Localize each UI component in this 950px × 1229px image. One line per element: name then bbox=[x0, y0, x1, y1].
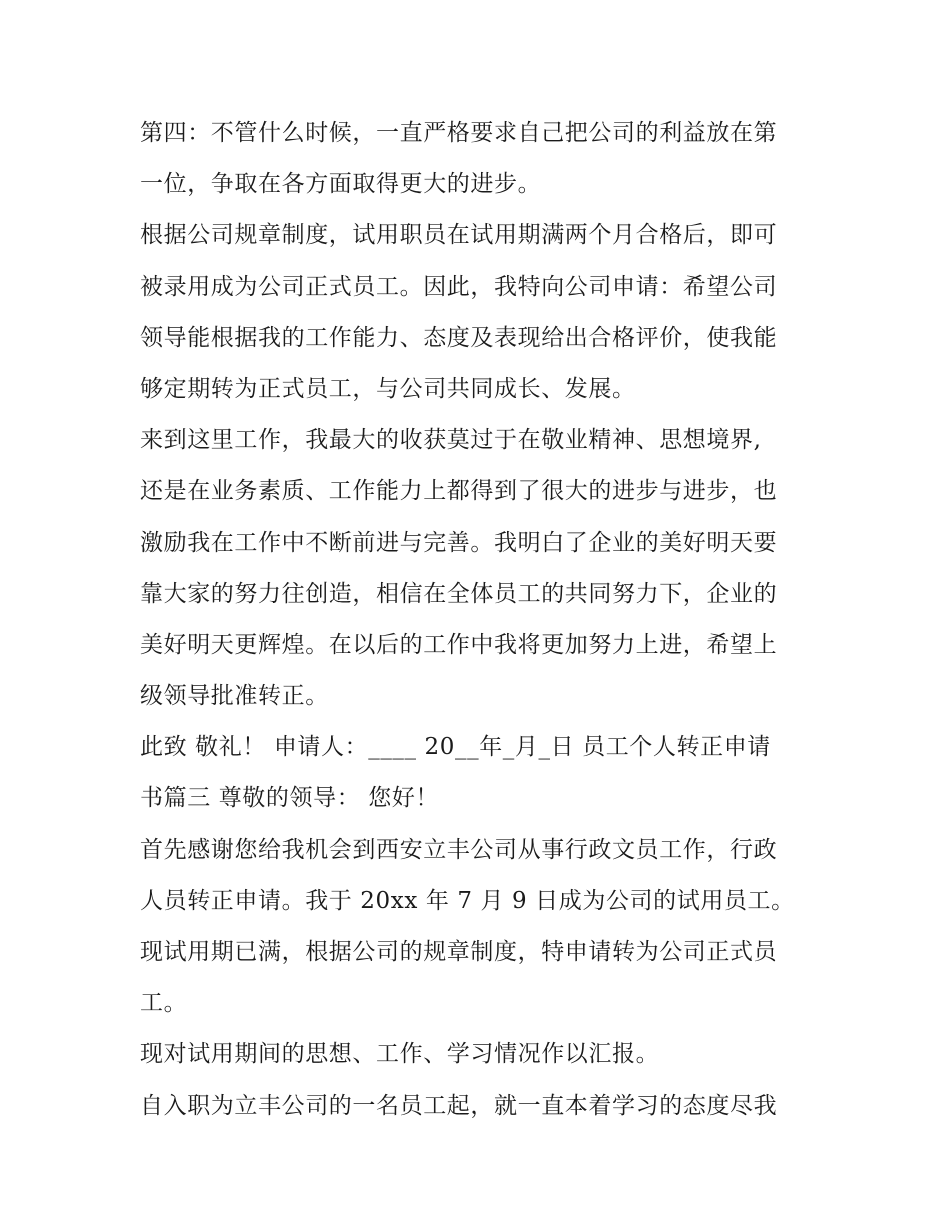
document-body bbox=[140, 108, 830, 1132]
text-line: 领导能根据我的工作能力、态度及表现给出合格评价，使我能 bbox=[140, 324, 778, 351]
text-line: 够定期转为正式员工，与公司共同成长、发展。 bbox=[140, 375, 636, 402]
text-line: 此致 敬礼！ 申请人：____ 20__年_月_日 员工个人转正申请 bbox=[140, 734, 771, 761]
text-line: 级领导批准转正。 bbox=[140, 683, 329, 710]
text-line: 第四：不管什么时候，一直严格要求自己把公司的利益放在第 bbox=[140, 120, 778, 146]
text-line: 现对试用期间的思想、工作、学习情况作以汇报。 bbox=[140, 1041, 660, 1068]
text-line: 美好明天更辉煌。在以后的工作中我将更加努力上进，希望上 bbox=[140, 631, 778, 658]
text-line: 人员转正申请。我于 20xx 年 7 月 9 日成为公司的试用员工。 bbox=[140, 887, 795, 914]
text-line: 自入职为立丰公司的一名员工起，就一直本着学习的态度尽我 bbox=[140, 1092, 778, 1119]
text-line: 根据公司规章制度，试用职员在试用期满两个月合格后，即可 bbox=[140, 222, 778, 249]
text-line: 被录用成为公司正式员工。因此，我特向公司申请：希望公司 bbox=[140, 273, 778, 300]
text-line: 现试用期已满，根据公司的规章制度，特申请转为公司正式员 bbox=[140, 939, 778, 965]
text-line: 首先感谢您给我机会到西安立丰公司从事行政文员工作，行政 bbox=[140, 836, 778, 863]
text-line: 激励我在工作中不断前进与完善。我明白了企业的美好明天要 bbox=[140, 529, 778, 556]
text-line: 还是在业务素质、工作能力上都得到了很大的进步与进步，也 bbox=[140, 478, 778, 505]
text-line: 一位，争取在各方面取得更大的进步。 bbox=[140, 171, 542, 198]
text-line: 靠大家的努力往创造，相信在全体员工的共同努力下，企业的 bbox=[140, 580, 778, 607]
text-line: 工。 bbox=[140, 990, 188, 1017]
text-line: 来到这里工作，我最大的收获莫过于在敬业精神、思想境界, bbox=[140, 427, 762, 454]
text-line: 书篇三 尊敬的领导： 您好！ bbox=[140, 785, 440, 812]
